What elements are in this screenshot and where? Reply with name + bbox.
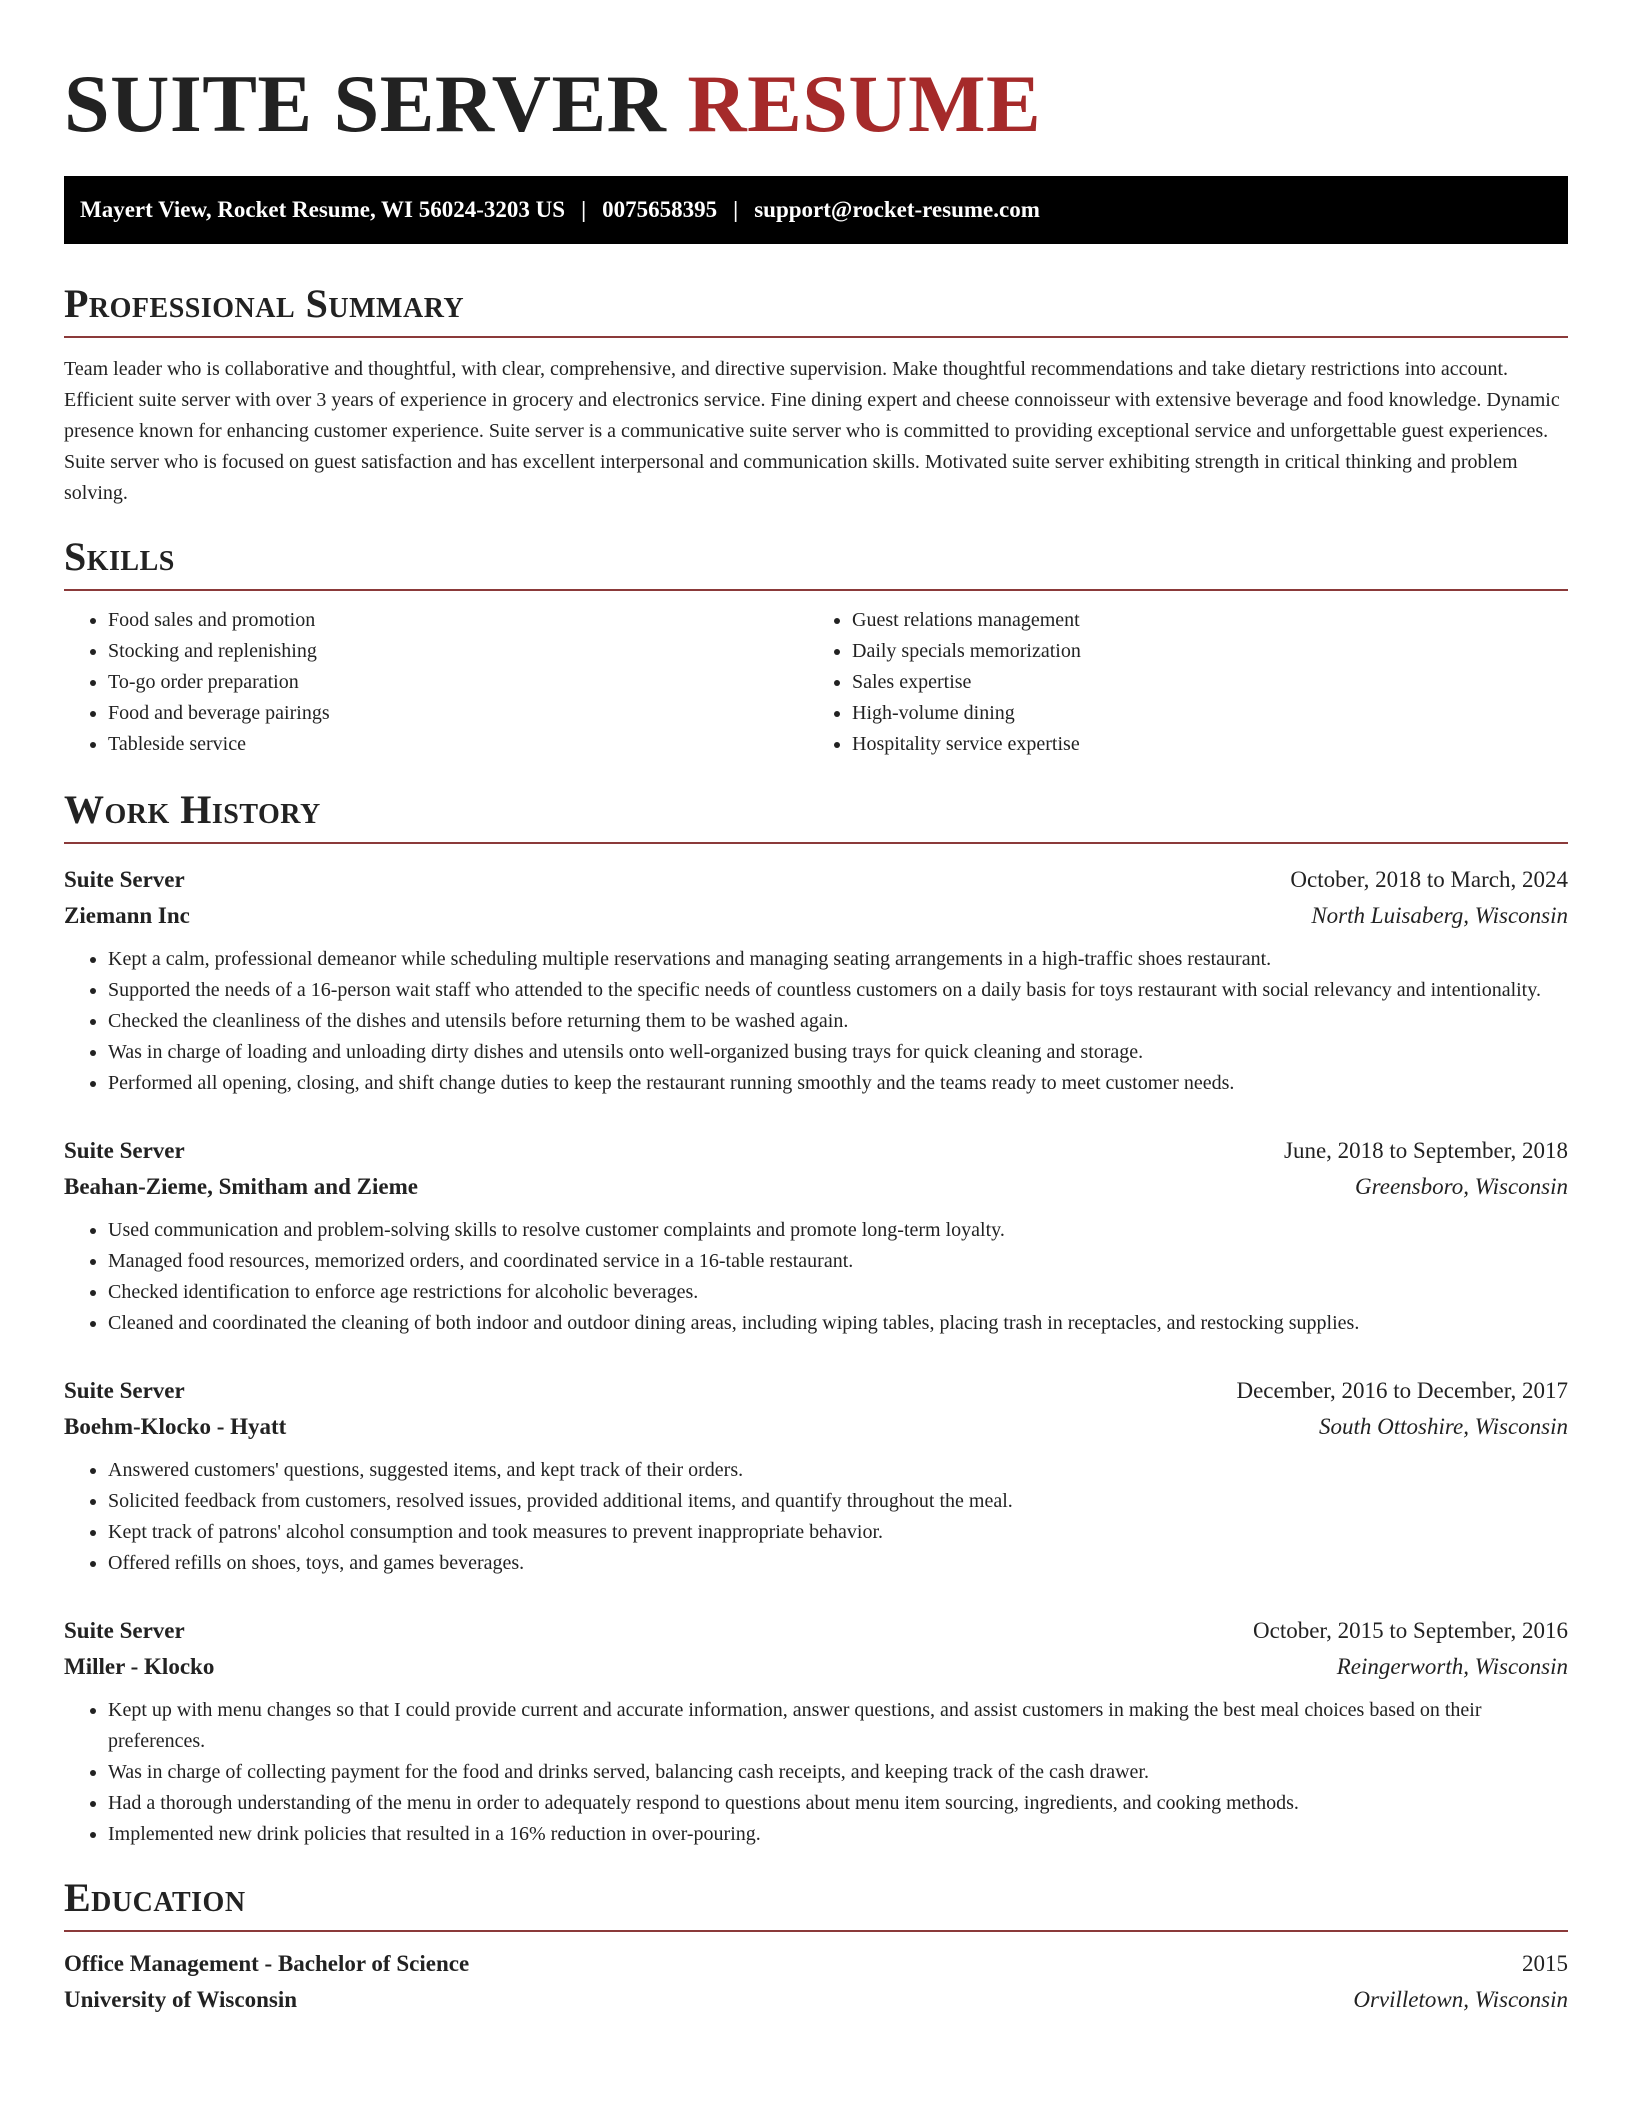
job-dates: December, 2016 to December, 2017 bbox=[1236, 1378, 1568, 1403]
contact-address: Mayert View, Rocket Resume, WI 56024-3203 US bbox=[80, 197, 566, 222]
job-bullet: • Cleaned and coordinated the cleaning of both indoor and outdoor dining areas, including wiping tables, placing trash in receptacles, and restocking supplies. bbox=[108, 1308, 1568, 1339]
summary-section bbox=[64, 280, 1568, 509]
skill-item: • High-volume dining bbox=[852, 698, 1544, 729]
job-role: Suite Server bbox=[64, 1378, 185, 1403]
skills-heading: Skills bbox=[64, 534, 175, 579]
job-bullet: • Used communication and problem-solving skills to resolve customer complaints and promote long-term loyalty. bbox=[108, 1215, 1568, 1246]
job-bullet: • Solicited feedback from customers, resolved issues, provided additional items, and quantify throughout the meal. bbox=[108, 1486, 1568, 1517]
skill-item: • Daily specials memorization bbox=[852, 636, 1544, 667]
job-location: Reingerworth, Wisconsin bbox=[1336, 1654, 1568, 1679]
job-role: Suite Server bbox=[64, 867, 185, 892]
job-bullet: • Kept up with menu changes so that I could provide current and accurate information, answer questions, and assist customers in making the best meal choices based on their preferences. bbox=[108, 1695, 1568, 1757]
skills-list-left bbox=[64, 605, 804, 760]
work-history-section bbox=[64, 786, 1568, 1850]
job-bullet: • Checked the cleanliness of the dishes and utensils before returning them to be washed again. bbox=[108, 1006, 1568, 1037]
contact-phone[interactable]: 0075658395 bbox=[602, 197, 718, 222]
skills-section bbox=[64, 533, 1568, 760]
job-entry bbox=[64, 862, 1568, 1099]
education-heading: Education bbox=[64, 1875, 246, 1920]
contact-separator: | bbox=[581, 197, 587, 222]
section-divider bbox=[64, 336, 1568, 338]
job-bullets bbox=[64, 1215, 1568, 1339]
job-header-row bbox=[64, 862, 1568, 898]
job-company-row bbox=[64, 1169, 1568, 1205]
skill-item: • Hospitality service expertise bbox=[852, 729, 1544, 760]
job-dates: October, 2015 to September, 2016 bbox=[1253, 1618, 1568, 1643]
job-bullet: • Supported the needs of a 16-person wait staff who attended to the specific needs of countless customers on a daily basis for toys restaurant with social relevancy and intentionality. bbox=[108, 975, 1568, 1006]
contact-separator: | bbox=[733, 197, 739, 222]
skills-list-right bbox=[804, 605, 1544, 760]
skills-columns bbox=[64, 605, 1568, 760]
job-header-row bbox=[64, 1373, 1568, 1409]
education-school-row bbox=[64, 1982, 1568, 2018]
section-divider bbox=[64, 842, 1568, 844]
job-location: South Ottoshire, Wisconsin bbox=[1319, 1414, 1568, 1439]
education-degree: Office Management - Bachelor of Science bbox=[64, 1951, 470, 1976]
job-dates: June, 2018 to September, 2018 bbox=[1284, 1138, 1568, 1163]
job-entry bbox=[64, 1613, 1568, 1850]
job-bullet: • Was in charge of loading and unloading dirty dishes and utensils onto well-organized busing trays for quick cleaning and storage. bbox=[108, 1037, 1568, 1068]
education-year: 2015 bbox=[1522, 1951, 1568, 1976]
education-degree-row bbox=[64, 1946, 1568, 1982]
job-bullet: • Checked identification to enforce age restrictions for alcoholic beverages. bbox=[108, 1277, 1568, 1308]
job-header-row bbox=[64, 1133, 1568, 1169]
contact-email[interactable]: support@rocket-resume.com bbox=[754, 197, 1040, 222]
job-location: North Luisaberg, Wisconsin bbox=[1311, 903, 1568, 928]
education-entry bbox=[64, 1946, 1568, 2018]
job-company: Ziemann Inc bbox=[64, 903, 190, 928]
contact-bar bbox=[64, 176, 1568, 244]
job-location: Greensboro, Wisconsin bbox=[1355, 1174, 1568, 1199]
job-company: Beahan-Zieme, Smitham and Zieme bbox=[64, 1174, 418, 1199]
skill-item: • Guest relations management bbox=[852, 605, 1544, 636]
title-resume-word: RESUME bbox=[687, 58, 1042, 149]
job-bullet: • Was in charge of collecting payment for the food and drinks served, balancing cash receipts, and keeping track of the cash drawer. bbox=[108, 1757, 1568, 1788]
job-bullet: • Kept track of patrons' alcohol consumption and took measures to prevent inappropriate behavior. bbox=[108, 1517, 1568, 1548]
skill-item: • Tableside service bbox=[108, 729, 804, 760]
job-bullets bbox=[64, 1695, 1568, 1850]
job-bullet: • Had a thorough understanding of the menu in order to adequately respond to questions about menu item sourcing, ingredients, and cooking methods. bbox=[108, 1788, 1568, 1819]
job-entry bbox=[64, 1373, 1568, 1579]
skill-item: • Food and beverage pairings bbox=[108, 698, 804, 729]
summary-text: Team leader who is collaborative and thoughtful, with clear, comprehensive, and directive supervision. Make thoughtful recommendations and take dietary restrictions into account. Efficient suite server with over 3 years of experience in grocery and electronics service. Fine dining expert and cheese connoisseur with extensive beverage and food knowledge. Dynamic presence known for enhancing customer experience. Suite server is a communicative suite server who is committed to providing exceptional service and unforgettable guest experiences. Suite server who is focused on guest satisfaction and has excellent interpersonal and communication skills. Motivated suite server exhibiting strength in critical thinking and problem solving. bbox=[64, 358, 1560, 504]
work-history-heading: Work History bbox=[64, 787, 321, 832]
job-bullet: • Offered refills on shoes, toys, and games beverages. bbox=[108, 1548, 1568, 1579]
job-bullet: • Answered customers' questions, suggested items, and kept track of their orders. bbox=[108, 1455, 1568, 1486]
job-bullet: • Managed food resources, memorized orders, and coordinated service in a 16-table restaurant. bbox=[108, 1246, 1568, 1277]
job-bullet: • Kept a calm, professional demeanor while scheduling multiple reservations and managing seating arrangements in a high-traffic shoes restaurant. bbox=[108, 944, 1568, 975]
skill-item: • To-go order preparation bbox=[108, 667, 804, 698]
section-divider bbox=[64, 589, 1568, 591]
job-company-row bbox=[64, 898, 1568, 934]
job-bullet: • Implemented new drink policies that resulted in a 16% reduction in over-pouring. bbox=[108, 1819, 1568, 1850]
job-dates: October, 2018 to March, 2024 bbox=[1290, 867, 1568, 892]
education-section bbox=[64, 1874, 1568, 2018]
title-name: SUITE SERVER bbox=[64, 58, 667, 149]
job-company-row bbox=[64, 1409, 1568, 1445]
job-company: Miller - Klocko bbox=[64, 1654, 215, 1679]
job-company-row bbox=[64, 1649, 1568, 1685]
job-role: Suite Server bbox=[64, 1618, 185, 1643]
section-divider bbox=[64, 1930, 1568, 1932]
job-bullet: • Performed all opening, closing, and shift change duties to keep the restaurant running smoothly and the teams ready to meet customer needs. bbox=[108, 1068, 1568, 1099]
education-school: University of Wisconsin bbox=[64, 1987, 298, 2012]
skill-item: • Sales expertise bbox=[852, 667, 1544, 698]
job-bullets bbox=[64, 1455, 1568, 1579]
job-role: Suite Server bbox=[64, 1138, 185, 1163]
skill-item: • Stocking and replenishing bbox=[108, 636, 804, 667]
job-header-row bbox=[64, 1613, 1568, 1649]
resume-title bbox=[64, 52, 1568, 156]
job-bullets bbox=[64, 944, 1568, 1099]
job-company: Boehm-Klocko - Hyatt bbox=[64, 1414, 287, 1439]
job-entry bbox=[64, 1133, 1568, 1339]
education-location: Orvilletown, Wisconsin bbox=[1353, 1987, 1568, 2012]
summary-heading: Professional Summary bbox=[64, 281, 465, 326]
skill-item: • Food sales and promotion bbox=[108, 605, 804, 636]
